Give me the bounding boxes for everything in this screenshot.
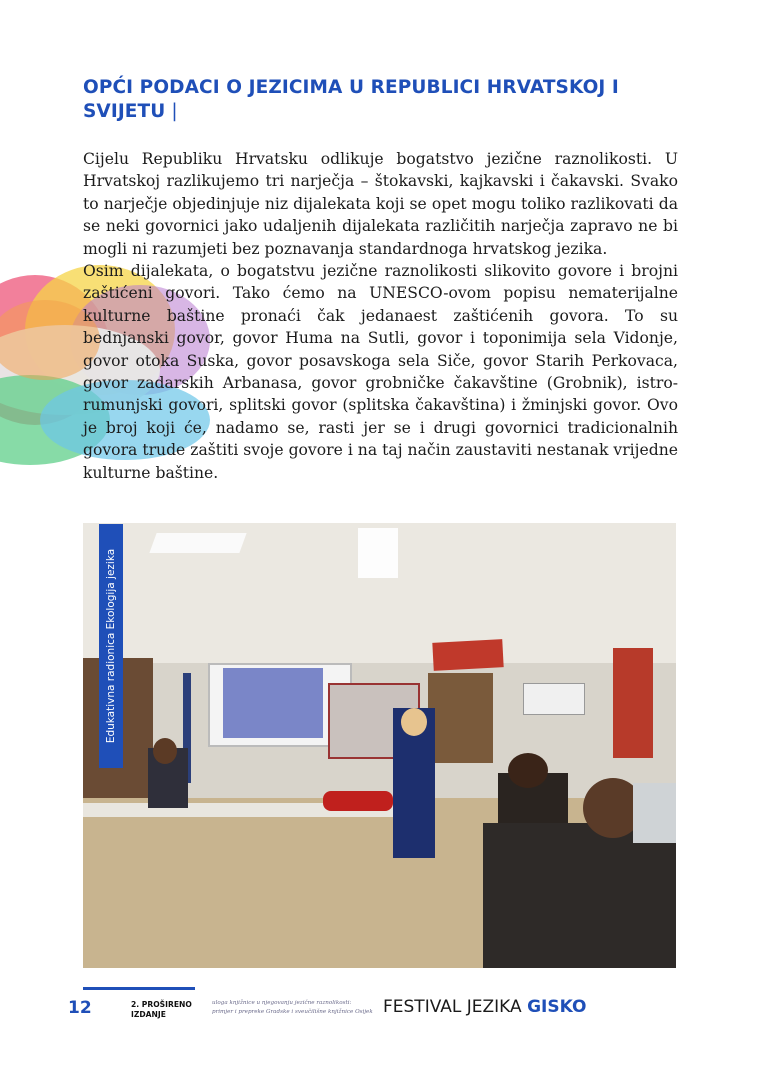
paragraph-protected-speech: Osim dijalekata, o bogatstvu jezične raznolikosti slikovito govore i brojni zaštićeni govori. Tako ćemo na UNESCO-ovom popisu nematerijalne kulturne baštine pronaći čak jedanaest zaštićenih govora. To su bednjanski govor, govor Huma na Sutli, govor i toponimija sela Vidonje, govor otoka Suska, govor posavskoga sela Siče, govor Starih Perkovaca, govor zadarskih Arbanasa, govor grobničke čakavštine (Grobnik), istro-rumunjski govori, splitski govor (splitska čakavština) i žminjski govor. Ovo je broj koji će, nadamo se, rasti jer se i drugi govornici tradicionalnih govora trude zaštiti svoje govore i na taj način zaustaviti nestanak vrijedne kulturne baštine. <box>83 262 678 482</box>
tagline-line-2: primjer i prepreke Gradske i sveučilišne knjižnice Osijek <box>212 1009 373 1015</box>
section-heading <box>83 76 683 124</box>
brand-accent: GISKO <box>527 997 587 1017</box>
footer-tagline <box>212 999 380 1017</box>
paragraph-dialects: Cijelu Republiku Hrvatsku odlikuje bogatstvo jezične raznolikosti. U Hrvatskoj razlikujemo tri narječja – štokavski, kajkavski i čakavski. Svako to narječje objedinjuje niz dijalekata koji se opet mogu toliko razlikovati da se neki govornici jako udaljenih dijalekata različitih narječja zapravo ne bi mogli ni razumjeti bez poznavanja standardnoga hrvatskog jezika. <box>83 150 678 258</box>
tagline-line-1: uloga knjižnice u njegovanju jezične raznolikosti: <box>212 1000 352 1006</box>
photo-caption: Edukativna radionica Ekologija jezika <box>105 548 117 744</box>
page-number: 12 <box>68 998 92 1018</box>
body-text <box>83 148 678 484</box>
photo-caption-strip <box>99 524 123 768</box>
workshop-photo <box>83 523 676 968</box>
edition-line-1: 2. PROŠIRENO <box>131 1000 192 1009</box>
heading-line-2: SVIJETU <box>83 101 166 122</box>
brand-main: FESTIVAL JEZIKA <box>383 997 528 1017</box>
festival-brand <box>383 997 586 1017</box>
footer-rule <box>83 987 195 990</box>
edition-label <box>131 1000 192 1020</box>
heading-bar: | <box>171 101 178 122</box>
heading-line-1: OPĆI PODACI O JEZICIMA U REPUBLICI HRVATSKOJ I <box>83 77 619 98</box>
edition-line-2: IZDANJE <box>131 1010 166 1019</box>
